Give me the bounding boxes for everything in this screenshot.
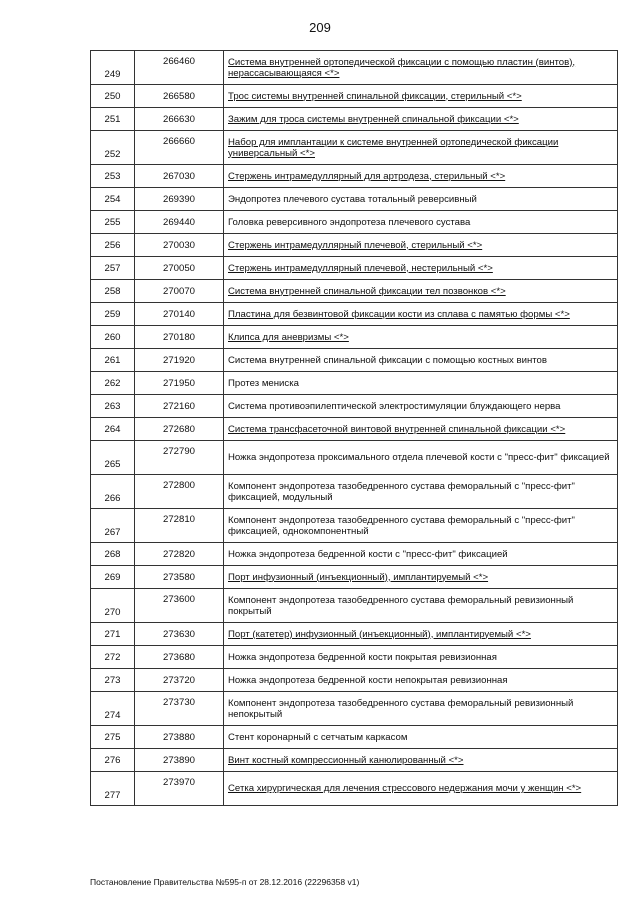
table-row [91,692,618,726]
row-number: 263 [91,395,135,418]
row-code: 266580 [135,85,224,108]
row-number: 273 [91,669,135,692]
table-row [91,188,618,211]
row-code: 269390 [135,188,224,211]
table-row [91,303,618,326]
table-row [91,669,618,692]
row-code: 270030 [135,234,224,257]
table-row [91,131,618,165]
row-name: Пластина для безвинтовой фиксации кости из сплава с памятью формы <*> [224,303,618,326]
row-name: Ножка эндопротеза бедренной кости непокрытая ревизионная [224,669,618,692]
row-code: 266630 [135,108,224,131]
table-row [91,543,618,566]
row-code: 273580 [135,566,224,589]
page-footer: Постановление Правительства №595-п от 28.12.2016 (22296358 v1) [90,877,360,887]
row-number: 260 [91,326,135,349]
row-name: Клипса для аневризмы <*> [224,326,618,349]
row-number: 272 [91,646,135,669]
table-row [91,372,618,395]
row-number: 251 [91,108,135,131]
table-row [91,51,618,85]
row-number: 275 [91,726,135,749]
row-name: Порт (катетер) инфузионный (инъекционный), имплантируемый <*> [224,623,618,646]
row-name: Компонент эндопротеза тазобедренного сустава феморальный с "пресс-фит" фиксацией, однокомпонентный [224,509,618,543]
table-row [91,646,618,669]
row-number: 262 [91,372,135,395]
row-name: Стент коронарный с сетчатым каркасом [224,726,618,749]
row-name: Стержень интрамедуллярный плечевой, стерильный <*> [224,234,618,257]
row-name: Система внутренней спинальной фиксации с помощью костных винтов [224,349,618,372]
row-name: Система трансфасеточной винтовой внутренней спинальной фиксации <*> [224,418,618,441]
row-code: 270180 [135,326,224,349]
row-code: 273880 [135,726,224,749]
table-row [91,395,618,418]
row-name: Система внутренней ортопедической фиксации с помощью пластин (винтов), нерассасывающаяся <*> [224,51,618,85]
row-name: Протез мениска [224,372,618,395]
row-code: 272160 [135,395,224,418]
row-name: Трос системы внутренней спинальной фиксации, стерильный <*> [224,85,618,108]
row-number: 276 [91,749,135,772]
table-row [91,165,618,188]
table-row [91,749,618,772]
row-code: 273600 [135,589,224,623]
table-row [91,623,618,646]
row-number: 267 [91,509,135,543]
row-code: 266660 [135,131,224,165]
table-row [91,418,618,441]
row-name: Винт костный компрессионный канюлированный <*> [224,749,618,772]
table-row [91,441,618,475]
page-number: 209 [309,20,331,35]
row-number: 266 [91,475,135,509]
row-name: Порт инфузионный (инъекционный), имплантируемый <*> [224,566,618,589]
row-name: Зажим для троса системы внутренней спинальной фиксации <*> [224,108,618,131]
table-row [91,475,618,509]
table-row [91,772,618,806]
row-name: Ножка эндопротеза бедренной кости покрытая ревизионная [224,646,618,669]
row-number: 264 [91,418,135,441]
row-name: Система противоэпилептической электростимуляции блуждающего нерва [224,395,618,418]
row-code: 272790 [135,441,224,475]
row-code: 273730 [135,692,224,726]
row-code: 273630 [135,623,224,646]
table-row [91,108,618,131]
table-row [91,349,618,372]
row-number: 250 [91,85,135,108]
row-number: 274 [91,692,135,726]
row-code: 273720 [135,669,224,692]
row-name: Стержень интрамедуллярный для артродеза, стерильный <*> [224,165,618,188]
row-number: 255 [91,211,135,234]
table-row [91,257,618,280]
row-code: 273680 [135,646,224,669]
table-row [91,85,618,108]
row-number: 270 [91,589,135,623]
row-number: 252 [91,131,135,165]
row-name: Компонент эндопротеза тазобедренного сустава феморальный ревизионный непокрытый [224,692,618,726]
row-name: Стержень интрамедуллярный плечевой, нестерильный <*> [224,257,618,280]
row-name: Система внутренней спинальной фиксации тел позвонков <*> [224,280,618,303]
row-code: 270140 [135,303,224,326]
table-row [91,566,618,589]
row-name: Компонент эндопротеза тазобедренного сустава феморальный с "пресс-фит" фиксацией, модульный [224,475,618,509]
row-number: 254 [91,188,135,211]
row-number: 249 [91,51,135,85]
row-code: 266460 [135,51,224,85]
row-number: 258 [91,280,135,303]
row-code: 270070 [135,280,224,303]
row-code: 272800 [135,475,224,509]
row-number: 256 [91,234,135,257]
row-name: Набор для имплантации к системе внутренней ортопедической фиксации универсальный <*> [224,131,618,165]
table-row [91,211,618,234]
row-code: 267030 [135,165,224,188]
row-name: Головка реверсивного эндопротеза плечевого сустава [224,211,618,234]
row-number: 268 [91,543,135,566]
row-code: 272810 [135,509,224,543]
row-code: 272680 [135,418,224,441]
row-code: 271920 [135,349,224,372]
row-number: 271 [91,623,135,646]
row-number: 259 [91,303,135,326]
table-row [91,509,618,543]
row-number: 277 [91,772,135,806]
table-row [91,726,618,749]
row-name: Эндопротез плечевого сустава тотальный реверсивный [224,188,618,211]
table-row [91,280,618,303]
device-table [90,50,618,806]
table-row [91,589,618,623]
row-name: Ножка эндопротеза бедренной кости с "пресс-фит" фиксацией [224,543,618,566]
row-code: 273970 [135,772,224,806]
row-code: 273890 [135,749,224,772]
row-number: 253 [91,165,135,188]
row-code: 272820 [135,543,224,566]
row-code: 271950 [135,372,224,395]
row-number: 269 [91,566,135,589]
row-name: Компонент эндопротеза тазобедренного сустава феморальный ревизионный покрытый [224,589,618,623]
table-row [91,234,618,257]
row-code: 270050 [135,257,224,280]
row-number: 265 [91,441,135,475]
row-name: Ножка эндопротеза проксимального отдела плечевой кости с "пресс-фит" фиксацией [224,441,618,475]
table-row [91,326,618,349]
row-code: 269440 [135,211,224,234]
row-number: 261 [91,349,135,372]
row-number: 257 [91,257,135,280]
row-name: Сетка хирургическая для лечения стрессового недержания мочи у женщин <*> [224,772,618,806]
